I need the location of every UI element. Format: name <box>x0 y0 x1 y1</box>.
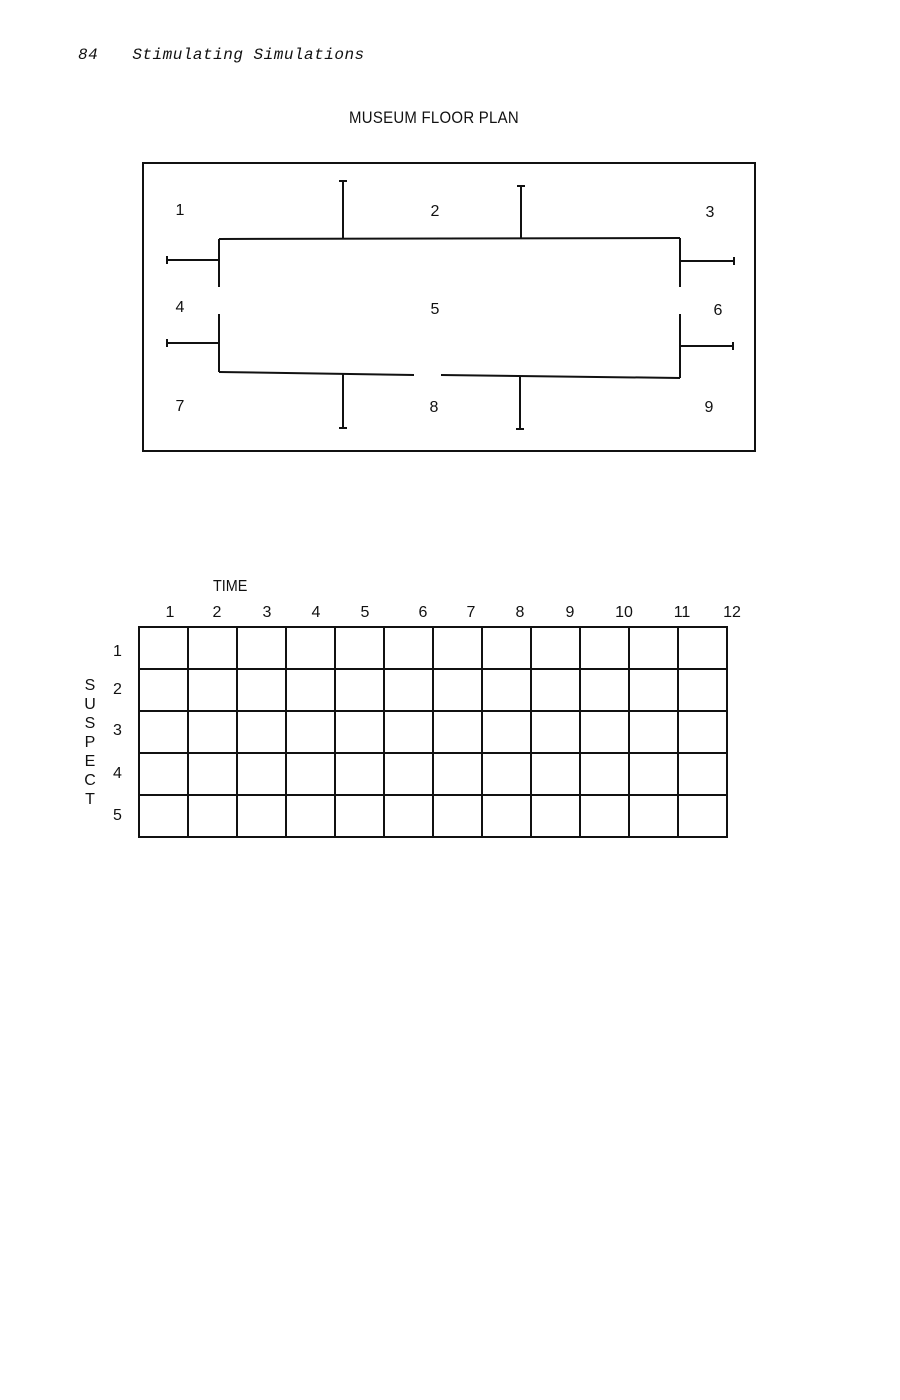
grid-cell <box>580 711 629 753</box>
grid-cell <box>237 711 286 753</box>
suspect-row-label: 4 <box>113 765 122 782</box>
grid-cell <box>482 669 531 711</box>
grid-cell <box>433 795 482 837</box>
inner-wall-bottom-right <box>441 375 680 378</box>
room-label-8: 8 <box>429 399 439 416</box>
grid-cell <box>678 627 727 669</box>
grid-cell <box>335 669 384 711</box>
suspect-row-label: 2 <box>113 681 122 698</box>
room-label-5: 5 <box>430 301 440 318</box>
time-axis-label: TIME <box>213 578 248 595</box>
suspect-row-label: 3 <box>113 722 122 739</box>
grid-cell <box>531 711 580 753</box>
floor-plan-title: MUSEUM FLOOR PLAN <box>349 108 519 127</box>
room-label-4: 4 <box>175 299 185 316</box>
grid-cell <box>139 627 188 669</box>
grid-cell <box>629 627 678 669</box>
suspect-time-grid <box>138 626 728 838</box>
time-column-label: 11 <box>673 604 691 621</box>
grid-cell <box>335 795 384 837</box>
grid-cell <box>335 711 384 753</box>
time-column-label: 9 <box>565 604 575 621</box>
grid-row <box>139 711 727 753</box>
grid-cell <box>384 753 433 795</box>
page-number: 84 <box>78 46 99 64</box>
room-label-1: 1 <box>175 202 185 219</box>
grid-cell <box>237 669 286 711</box>
book-title: Stimulating Simulations <box>132 46 365 64</box>
grid-cell <box>384 669 433 711</box>
grid-cell <box>188 753 237 795</box>
time-column-label: 10 <box>615 604 633 621</box>
grid-cell <box>139 669 188 711</box>
grid-cell <box>335 753 384 795</box>
time-column-label: 8 <box>515 604 525 621</box>
grid-cell <box>237 627 286 669</box>
grid-cell <box>188 795 237 837</box>
grid-cell <box>139 795 188 837</box>
grid-cell <box>678 753 727 795</box>
room-label-6: 6 <box>713 302 723 319</box>
time-column-label: 3 <box>262 604 272 621</box>
grid-cell <box>433 669 482 711</box>
grid-cell <box>139 711 188 753</box>
time-column-label: 6 <box>418 604 428 621</box>
suspect-row-label: 1 <box>113 643 122 660</box>
grid-cell <box>629 795 678 837</box>
outer-wall <box>143 163 755 451</box>
room-label-2: 2 <box>430 203 440 220</box>
grid-cell <box>629 711 678 753</box>
grid-row <box>139 627 727 669</box>
grid-cell <box>433 627 482 669</box>
room-label-3: 3 <box>705 204 715 221</box>
time-column-label: 4 <box>311 604 321 621</box>
grid-cell <box>482 711 531 753</box>
grid-row <box>139 669 727 711</box>
grid-cell <box>531 753 580 795</box>
grid-cell <box>678 711 727 753</box>
grid-row <box>139 753 727 795</box>
grid-cell <box>286 795 335 837</box>
grid-cell <box>286 669 335 711</box>
grid-cell <box>384 711 433 753</box>
grid-cell <box>384 627 433 669</box>
grid-cell <box>678 795 727 837</box>
grid-cell <box>629 753 678 795</box>
time-column-label: 2 <box>212 604 222 621</box>
room-label-9: 9 <box>704 399 714 416</box>
grid-cell <box>139 753 188 795</box>
grid-cell <box>188 711 237 753</box>
museum-floor-plan-diagram <box>0 0 900 470</box>
inner-wall-bottom-left <box>219 372 414 375</box>
grid-cell <box>286 753 335 795</box>
grid-cell <box>580 795 629 837</box>
time-column-label: 12 <box>723 604 741 621</box>
grid-cell <box>580 627 629 669</box>
room-label-7: 7 <box>175 398 185 415</box>
time-column-label: 7 <box>466 604 476 621</box>
grid-cell <box>580 669 629 711</box>
inner-wall-top <box>219 238 680 239</box>
suspect-axis-label: S U S P E C T <box>84 677 96 808</box>
grid-cell <box>678 669 727 711</box>
grid-cell <box>482 795 531 837</box>
time-column-label: 1 <box>165 604 175 621</box>
grid-cell <box>237 753 286 795</box>
grid-cell <box>482 753 531 795</box>
grid-cell <box>286 627 335 669</box>
grid-cell <box>580 753 629 795</box>
grid-cell <box>188 669 237 711</box>
grid-cell <box>237 795 286 837</box>
grid-cell <box>286 711 335 753</box>
grid-cell <box>433 711 482 753</box>
grid-cell <box>188 627 237 669</box>
suspect-row-label: 5 <box>113 807 122 824</box>
grid-cell <box>433 753 482 795</box>
grid-cell <box>335 627 384 669</box>
grid-cell <box>629 669 678 711</box>
grid-row <box>139 795 727 837</box>
time-column-label: 5 <box>360 604 370 621</box>
grid-cell <box>482 627 531 669</box>
grid-cell <box>531 669 580 711</box>
grid-cell <box>384 795 433 837</box>
grid-cell <box>531 795 580 837</box>
grid-cell <box>531 627 580 669</box>
